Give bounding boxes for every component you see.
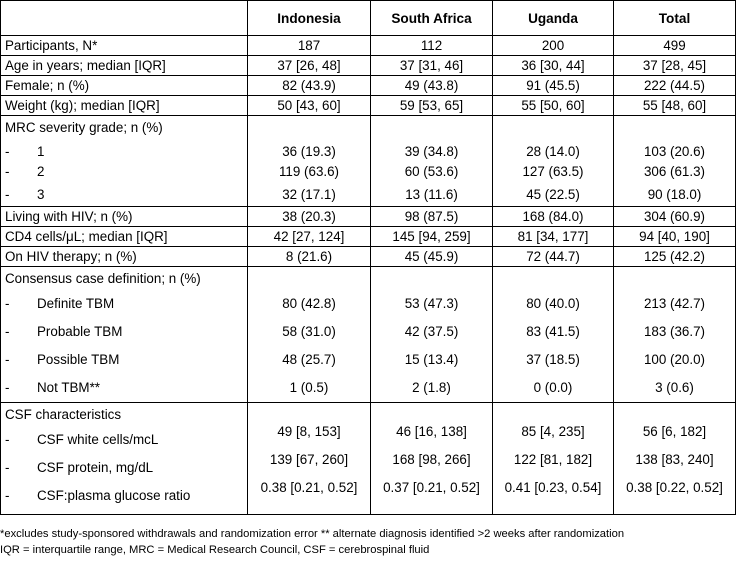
cell-value: 56 [6, 182] — [642, 424, 707, 439]
cell-value: 55 [48, 60] — [614, 96, 736, 116]
cell-value: 0.38 [0.21, 0.52] — [260, 480, 358, 495]
cell-value: 83 (41.5) — [526, 324, 580, 339]
group-values-cell — [614, 267, 736, 403]
cell-value: 499 — [614, 36, 736, 56]
cell-value: 3 (0.6) — [655, 380, 694, 395]
group-item: - CSF:plasma glucose ratio — [5, 488, 191, 503]
cell-value: 222 (44.5) — [614, 76, 736, 96]
cell-value: 59 [53, 65] — [371, 96, 493, 116]
table-row-group-case-definition — [1, 267, 736, 403]
group-values-cell — [248, 267, 371, 403]
group-item: - 2 — [5, 164, 45, 179]
cell-value: 122 [81, 182] — [513, 452, 593, 467]
cell-value: 37 (18.5) — [526, 352, 580, 367]
cell-value: 0 (0.0) — [533, 380, 573, 395]
cell-value: 103 (20.6) — [643, 144, 706, 159]
cell-value: 2 (1.8) — [412, 380, 451, 395]
cell-value: 55 [50, 60] — [493, 96, 614, 116]
cell-value: 200 — [493, 36, 614, 56]
table-row — [1, 207, 736, 227]
table-row — [1, 36, 736, 56]
cell-value: 58 (31.0) — [282, 324, 336, 339]
group-item: - 1 — [5, 144, 45, 159]
group-values-cell — [371, 116, 493, 207]
row-label: Weight (kg); median [IQR] — [1, 96, 248, 116]
header-label-cell — [1, 1, 248, 36]
group-item: - Probable TBM — [5, 324, 123, 339]
group-item: - 3 — [5, 187, 45, 202]
row-label: CD4 cells/μL; median [IQR] — [1, 227, 248, 247]
row-label: Participants, N* — [1, 36, 248, 56]
cell-value: 37 [26, 48] — [248, 56, 371, 76]
group-values-cell — [614, 403, 736, 515]
header-south-africa: South Africa — [371, 1, 493, 36]
group-values-cell — [493, 267, 614, 403]
table-row — [1, 96, 736, 116]
table-row — [1, 56, 736, 76]
cell-value: 0.37 [0.21, 0.52] — [383, 480, 480, 495]
table-row-group-csf — [1, 403, 736, 515]
group-item: - CSF protein, mg/dL — [5, 460, 154, 475]
cell-value: 45 (45.9) — [371, 247, 493, 267]
group-label-cell — [1, 403, 248, 515]
group-item: - CSF white cells/mcL — [5, 432, 159, 447]
table-header-row — [1, 1, 736, 36]
header-indonesia: Indonesia — [248, 1, 371, 36]
cell-value: 90 (18.0) — [647, 187, 702, 202]
cell-value: 127 (63.5) — [522, 164, 584, 179]
cell-value: 82 (43.9) — [248, 76, 371, 96]
cell-value: 139 [67, 260] — [269, 452, 349, 467]
cell-value: 15 (13.4) — [404, 352, 459, 367]
cell-value: 125 (42.2) — [614, 247, 736, 267]
cell-value: 138 [83, 240] — [635, 452, 714, 467]
table-row-group-mrc — [1, 116, 736, 207]
cell-value: 28 (14.0) — [526, 144, 580, 159]
group-label-cell — [1, 116, 248, 207]
cell-value: 183 (36.7) — [643, 324, 706, 339]
row-label: On HIV therapy; n (%) — [1, 247, 248, 267]
group-values-cell — [248, 116, 371, 207]
cell-value: 50 [43, 60] — [248, 96, 371, 116]
cell-value: 98 (87.5) — [371, 207, 493, 227]
cell-value: 36 [30, 44] — [493, 56, 614, 76]
cell-value: 304 (60.9) — [614, 207, 736, 227]
row-label: Age in years; median [IQR] — [1, 56, 248, 76]
cell-value: 42 (37.5) — [404, 324, 459, 339]
cell-value: 42 [27, 124] — [248, 227, 371, 247]
cell-value: 91 (45.5) — [493, 76, 614, 96]
cell-value: 49 (43.8) — [371, 76, 493, 96]
group-title: Consensus case definition; n (%) — [5, 271, 201, 286]
cell-value: 81 [34, 177] — [493, 227, 614, 247]
group-item: - Definite TBM — [5, 296, 115, 311]
cell-value: 0.41 [0.23, 0.54] — [504, 480, 602, 495]
cell-value: 168 [98, 266] — [392, 452, 471, 467]
cell-value: 94 [40, 190] — [614, 227, 736, 247]
cell-value: 119 (63.6) — [278, 164, 340, 179]
cell-value: 168 (84.0) — [493, 207, 614, 227]
cell-value: 85 [4, 235] — [521, 424, 585, 439]
cell-value: 72 (44.7) — [493, 247, 614, 267]
group-values-cell — [371, 267, 493, 403]
row-label: Female; n (%) — [1, 76, 248, 96]
cell-value: 1 (0.5) — [289, 380, 329, 395]
header-uganda: Uganda — [493, 1, 614, 36]
group-values-cell — [493, 403, 614, 515]
cell-value: 213 (42.7) — [643, 296, 706, 311]
cell-value: 38 (20.3) — [248, 207, 371, 227]
cell-value: 80 (40.0) — [526, 296, 580, 311]
cell-value: 53 (47.3) — [404, 296, 459, 311]
header-total: Total — [614, 1, 736, 36]
cell-value: 32 (17.1) — [282, 187, 336, 202]
cell-value: 45 (22.5) — [526, 187, 580, 202]
cell-value: 48 (25.7) — [282, 352, 336, 367]
cell-value: 100 (20.0) — [643, 352, 706, 367]
table-row — [1, 247, 736, 267]
group-item: - Not TBM** — [5, 380, 101, 395]
cell-value: 37 [31, 46] — [371, 56, 493, 76]
group-values-cell — [493, 116, 614, 207]
group-values-cell — [248, 403, 371, 515]
group-item: - Possible TBM — [5, 352, 120, 367]
cell-value: 13 (11.6) — [405, 187, 458, 202]
cell-value: 8 (21.6) — [248, 247, 371, 267]
cell-value: 112 — [371, 36, 493, 56]
cell-value: 306 (61.3) — [643, 164, 706, 179]
cell-value: 80 (42.8) — [282, 296, 336, 311]
group-title: MRC severity grade; n (%) — [5, 120, 163, 135]
cell-value: 36 (19.3) — [282, 144, 336, 159]
group-title: CSF characteristics — [5, 407, 122, 422]
cell-value: 187 — [248, 36, 371, 56]
group-label-cell — [1, 267, 248, 403]
cell-value: 0.38 [0.22, 0.52] — [626, 480, 723, 495]
group-values-cell — [614, 116, 736, 207]
cell-value: 46 [16, 138] — [396, 424, 467, 439]
footnote-exclusions: *excludes study-sponsored withdrawals and randomization error ** alternate diagnosis identified >2 weeks after randomization — [0, 528, 625, 540]
table-row — [1, 76, 736, 96]
footnote-abbreviations: IQR = interquartile range, MRC = Medical Research Council, CSF = cerebrospinal fluid — [0, 544, 430, 556]
table-row — [1, 227, 736, 247]
row-label: Living with HIV; n (%) — [1, 207, 248, 227]
cell-value: 145 [94, 259] — [371, 227, 493, 247]
cell-value: 49 [8, 153] — [277, 424, 341, 439]
cell-value: 37 [28, 45] — [614, 56, 736, 76]
cell-value: 60 (53.6) — [404, 164, 459, 179]
cell-value: 39 (34.8) — [404, 144, 459, 159]
group-values-cell — [371, 403, 493, 515]
